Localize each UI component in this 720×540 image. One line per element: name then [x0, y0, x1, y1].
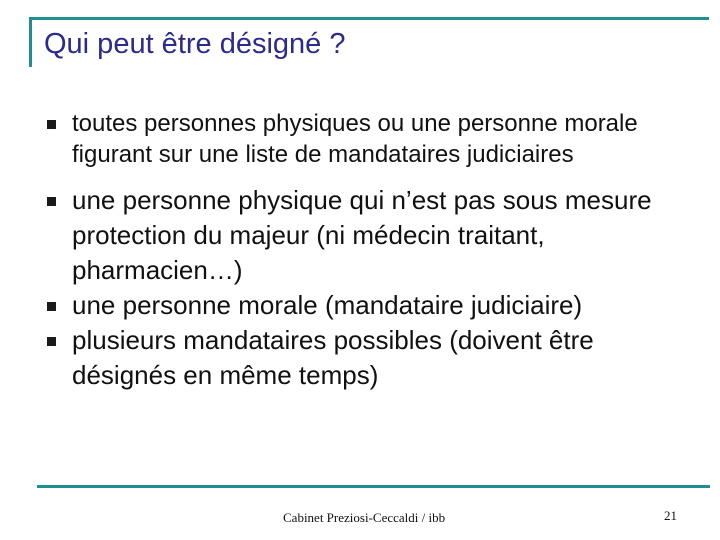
bullet-item — [46, 323, 686, 393]
bullet-item — [46, 108, 686, 170]
square-bullet-icon — [47, 120, 56, 129]
footer-divider — [37, 485, 710, 488]
bullet-text: une personne morale (mandataire judiciaire) — [72, 290, 583, 320]
bullet-list — [46, 108, 686, 393]
bullet-text: toutes personnes physiques ou une personne morale figurant sur une liste de mandataires judiciaires — [72, 110, 638, 168]
title-frame-left-line — [29, 17, 32, 67]
square-bullet-icon — [47, 302, 56, 311]
footer-credit: Cabinet Preziosi-Ceccaldi / ibb — [283, 510, 446, 525]
title-frame-top-line — [29, 17, 709, 20]
square-bullet-icon — [47, 197, 56, 206]
square-bullet-icon — [47, 337, 56, 346]
bullet-item — [46, 183, 686, 288]
bullet-text: plusieurs mandataires possibles (doivent être désignés en même temps) — [72, 325, 594, 390]
bullet-text: une personne physique qui n’est pas sous mesure protection du majeur (ni médecin traitant, pharmacien…) — [72, 185, 652, 285]
slide-title: Qui peut être désigné ? — [44, 28, 346, 60]
bullet-item — [46, 288, 686, 323]
page-number: 21 — [664, 508, 677, 523]
